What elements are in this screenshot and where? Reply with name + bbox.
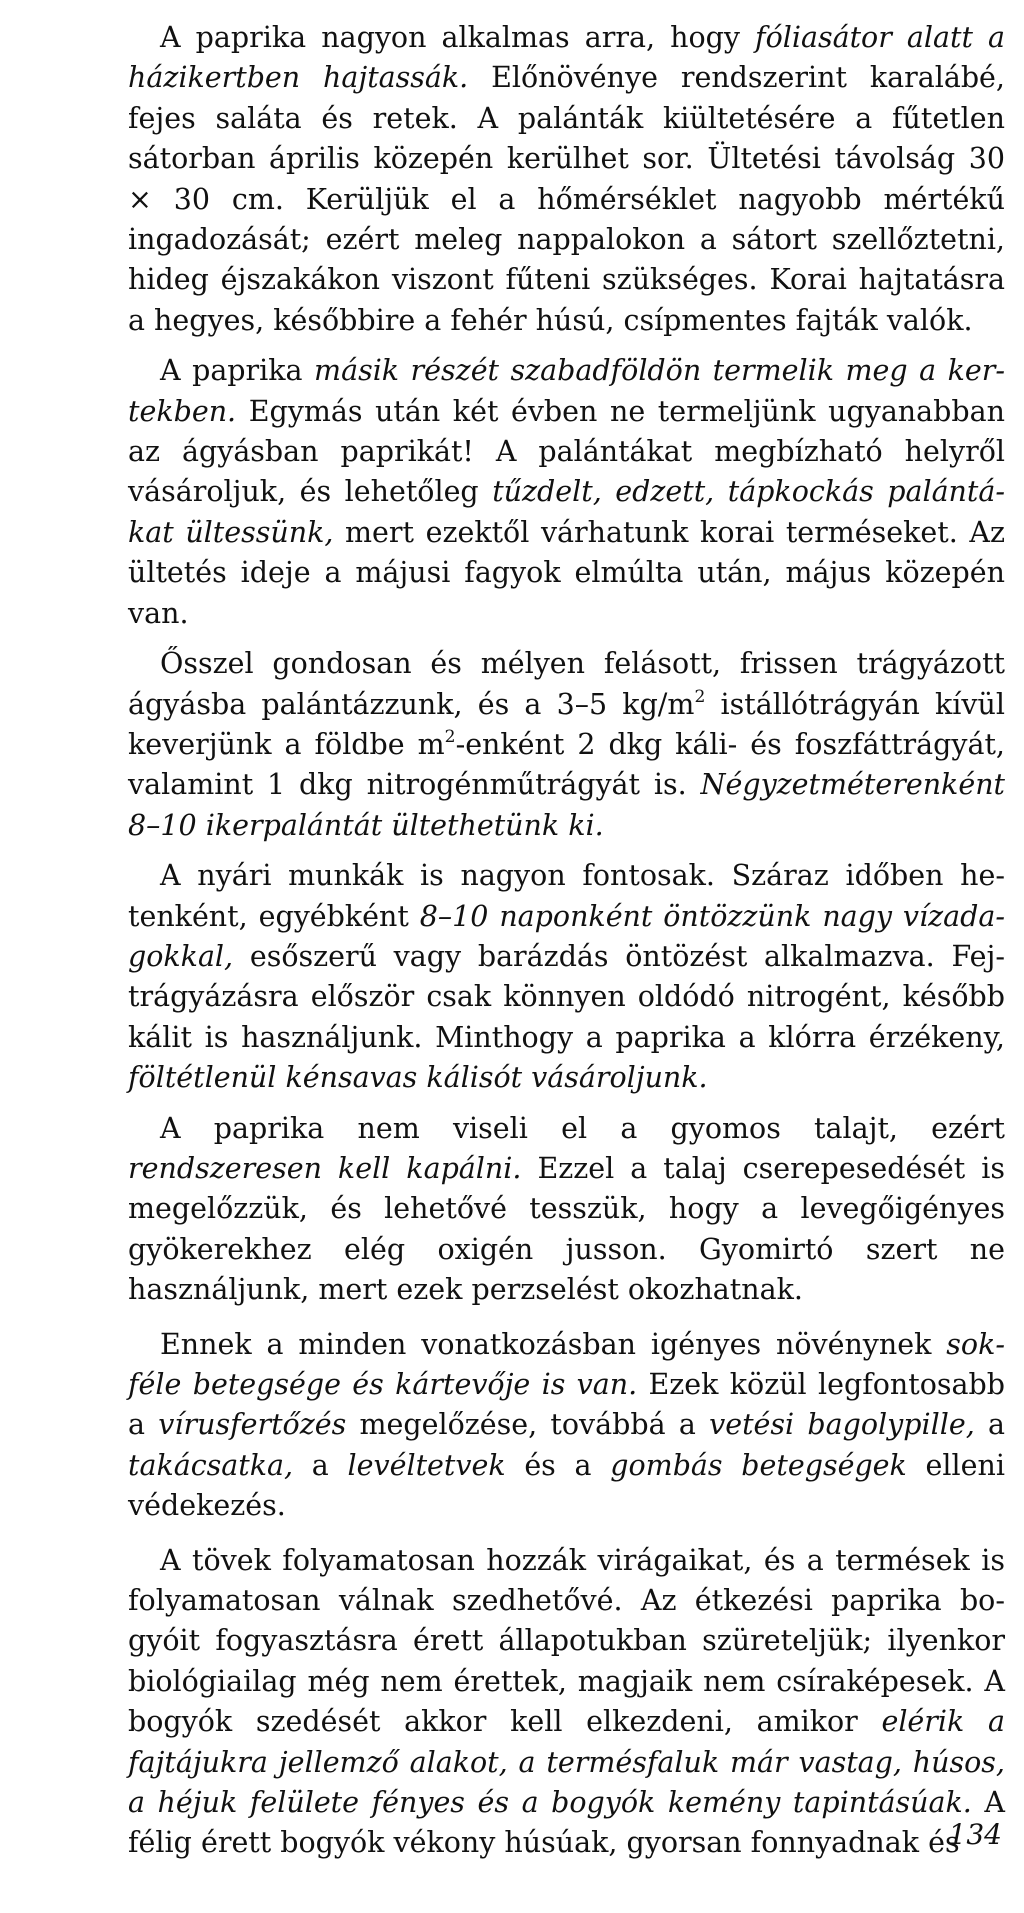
italic-run: vetési bagolypille,: [709, 1408, 975, 1442]
text-run: A nyári munkák is nagyon fontosak. Száraz időben hetenként, egyébként: [128, 859, 1005, 933]
text-run: Előnövénye rendszerint karalábé, fejes saláta és retek. A palánták kiültetésére a fűtetlen sátorban április közepén kerülhet sor. Ültetési távolság 30 × 30 cm. Kerüljük el a hőmérséklet nagyobb mértékű ingadozását; ezért meleg nappalokon a sátort szellőztetni, hideg éjszakákon viszont fűteni szükséges. Korai hajtatásra a hegyes, későbbire a fehér húsú, csípmentes fajták valók.: [128, 61, 1005, 337]
text-run: A paprika nagyon alkalmas arra, hogy: [160, 21, 756, 54]
paragraph-3: [128, 644, 1005, 846]
text-run: Ezek közül legfontosabb a: [128, 1368, 1005, 1442]
italic-run: fóliasátor alatt a házikertben hajtassák.: [128, 21, 1005, 95]
italic-run: rendszeresen kell kapálni.: [128, 1151, 522, 1185]
text-run: Ezzel a talaj cserepesedését is megelőzzük, és lehetővé tesszük, hogy a levegőigényes gyökerekhez elég oxigén jusson. Gyomirtó szert ne használjunk, mert ezek perzselést okozhatnak.: [128, 1151, 1005, 1307]
text-run: elleni védekezés.: [128, 1448, 1005, 1523]
italic-run: másik részét szabadföldön termelik meg a kertekben.: [128, 354, 1005, 428]
text-run: A paprika: [160, 354, 315, 388]
italic-run: elérik a fajtájukra jellemző alakot, a termésfaluk már vastag, húsos, a héjuk felülete fényes és a bogyók kemény tapintásúak.: [128, 1705, 1005, 1820]
italic-run: vírusfertőzés: [158, 1408, 347, 1442]
paragraph-5: [128, 1109, 1005, 1311]
text-run: -enként 2 dkg káli- és foszfáttrágyát, valamint 1 dkg nitrogénműtrágyát is.: [128, 727, 1005, 802]
paragraph-6: [128, 1325, 1005, 1527]
text-run: A paprika nem viseli el a gyomos talajt, ezért: [160, 1111, 1005, 1145]
paragraph-7: [128, 1541, 1005, 1864]
superscript: 2: [444, 726, 456, 747]
paragraph-4: [128, 856, 1005, 1098]
text-run: Ennek a minden vonatkozásban igényes növénynek: [160, 1327, 947, 1361]
page-number: 134: [948, 1818, 1002, 1851]
page-body: [128, 18, 1005, 1864]
italic-run: gombás betegségek: [610, 1448, 907, 1482]
italic-run: föltétlenül kénsavas kálisót vásároljunk.: [128, 1061, 708, 1095]
italic-run: 8–10 naponként öntözzünk nagy vízadagokkal,: [128, 899, 1006, 973]
text-run: a: [293, 1448, 348, 1482]
text-run: mert ezektől várhatunk korai terméseket. Az ültetés ideje a májusi fagyok elmúlta után, május közepén van.: [128, 515, 1005, 630]
text-run: Egymás után két évben ne termeljünk ugyanabban az ágyásban paprikát! A palántákat megbízható helyről vásároljuk, és lehetőleg: [128, 394, 1005, 509]
paragraph-1: [128, 18, 1005, 341]
paragraph-2: [128, 351, 1005, 634]
italic-run: tűzdelt, edzett, tápkockás palántákat ültessünk,: [128, 475, 1005, 549]
text-run: istállótrágyán kívül keverjünk a földbe m: [128, 687, 1005, 761]
text-run: A félig érett bogyók vékony húsúak, gyorsan fonnyadnak és: [128, 1786, 1005, 1860]
italic-run: Négyzetméterenként 8–10 ikerpalántát ültethetünk ki.: [128, 768, 1005, 842]
text-run: esőszerű vagy barázdás öntözést alkalmazva. Fejtrágyázásra először csak könnyen oldódó nitrogént, később kálit is használjunk. Minthogy a paprika a klórra érzékeny,: [128, 939, 1005, 1054]
text-run: és a: [505, 1448, 611, 1482]
text-run: megelőzése, továbbá a: [346, 1408, 710, 1442]
italic-run: sokféle betegsége és kártevője is van.: [128, 1327, 1005, 1401]
superscript: 2: [694, 686, 706, 707]
italic-run: takácsatka,: [128, 1448, 294, 1482]
text-run: Ősszel gondosan és mélyen felásott, frissen trágyázott ágyásba palántázzunk, és a 3–5 kg/m: [128, 647, 1005, 721]
text-run: a: [974, 1408, 1005, 1442]
text-run: A tövek folyamatosan hozzák virágaikat, és a termések is folyamatosan válnak szedhetővé. Az étkezési paprika bogyóit fogyasztásra érett állapotukban szüreteljük; ilyenkor biológiailag még nem érettek, magjaik nem csíraképesek. A bogyók szedését akkor kell elkezdeni, amikor: [128, 1543, 1005, 1739]
italic-run: levéltetvek: [347, 1448, 506, 1482]
